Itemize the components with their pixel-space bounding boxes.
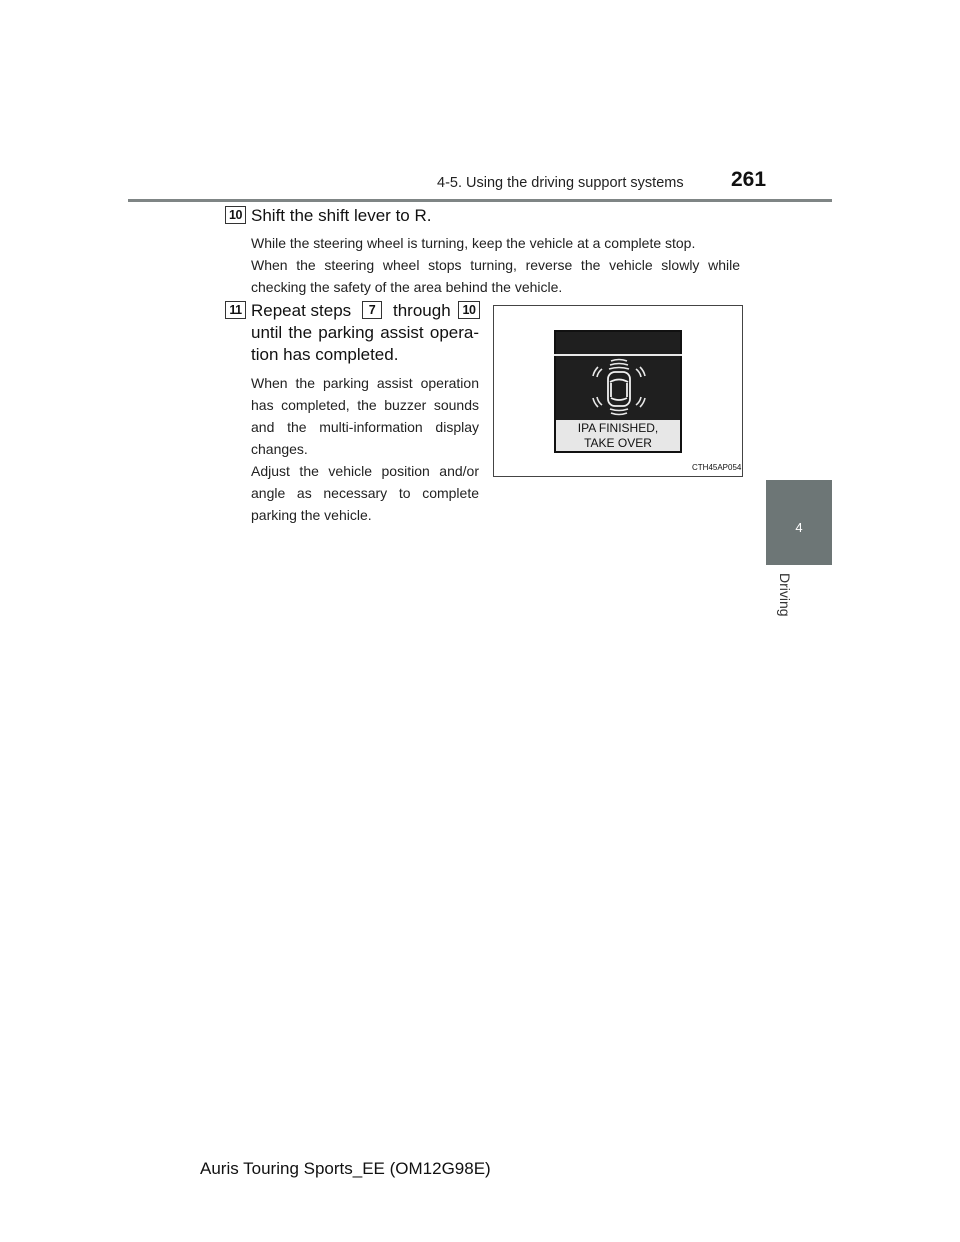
chapter-label: Driving [777, 573, 793, 617]
body-line: checking the safety of the area behind the vehicle. [251, 279, 563, 295]
parking-sensor-car-icon [586, 356, 652, 418]
page-number: 261 [731, 168, 767, 191]
body-line: angle as necessary to complete [251, 485, 479, 501]
step-body [251, 372, 479, 526]
display-message-line2: TAKE OVER [584, 436, 652, 450]
step-title-line: tion has completed. [251, 345, 399, 364]
step-number-box: 10 [225, 206, 246, 224]
step-title-middle: through [393, 301, 451, 320]
body-line: While the steering wheel is turning, keep the vehicle at a complete stop. [251, 235, 696, 251]
section-title: 4-5. Using the driving support systems [437, 175, 684, 191]
step-reference-box: 7 [362, 301, 382, 319]
body-line: When the parking assist operation [251, 375, 479, 391]
step-title: Shift the shift lever to R. [251, 206, 432, 225]
step-title-prefix: Repeat steps [251, 301, 352, 320]
body-line: When the steering wheel stops turning, reverse the vehicle slowly while [251, 257, 740, 273]
chapter-number: 4 [795, 520, 803, 535]
car-body [608, 372, 630, 406]
display-message-line1: IPA FINISHED, [577, 421, 659, 435]
body-line: and the multi-information display [251, 419, 479, 435]
step-body [251, 232, 740, 298]
step-reference-box: 10 [458, 301, 480, 319]
body-line: Adjust the vehicle position and/or [251, 463, 479, 479]
front-sensor-arcs [593, 360, 645, 378]
step-title-line: until the parking assist opera- [251, 323, 479, 342]
figure-code: CTH45AP054 [692, 463, 742, 472]
body-line: has completed, the buzzer sounds [251, 397, 479, 413]
body-line: parking the vehicle. [251, 507, 372, 523]
footer-text: Auris Touring Sports_EE (OM12G98E) [200, 1159, 491, 1178]
header-rule [128, 199, 832, 202]
step-number-box: 11 [225, 301, 246, 319]
body-line: changes. [251, 441, 308, 457]
